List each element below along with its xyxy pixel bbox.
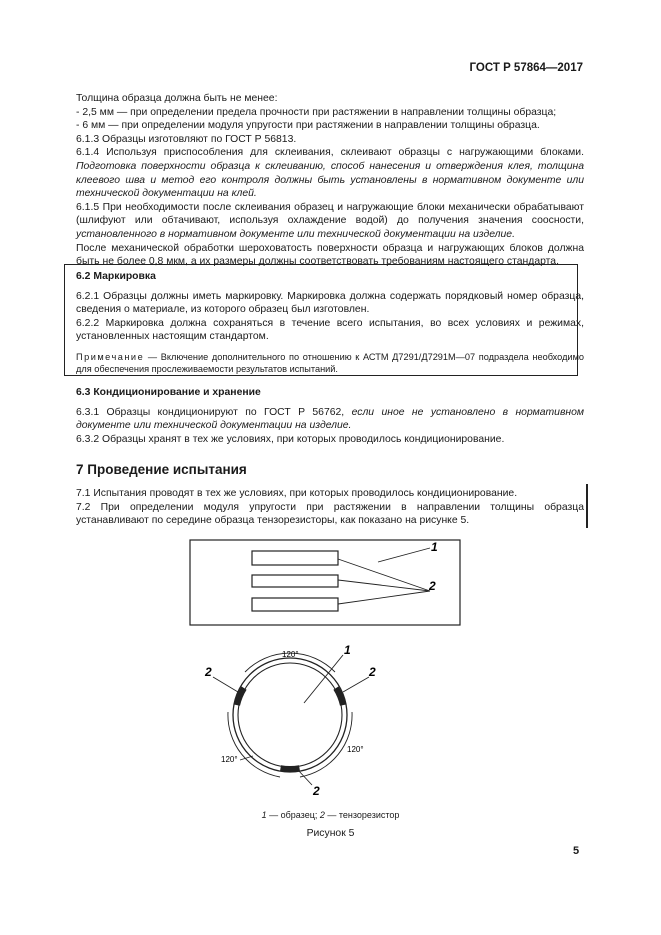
specimen-ring-inner	[238, 663, 342, 767]
gauge-rect	[252, 575, 338, 587]
specimen-rect	[190, 540, 460, 625]
list-item: - 2,5 мм — при определении предела прочности при растяжении в направлении толщины образца;	[76, 106, 557, 118]
italic-text: если иное не установлено в нормативном документе или технической документации на изделие.	[76, 406, 584, 432]
document-id: ГОСТ Р 57864—2017	[469, 62, 583, 74]
leader-line	[213, 677, 238, 692]
page-number: 5	[573, 845, 580, 857]
text: 6.1.5 При необходимости после склеивания образец и нагружающие блоки механически обрабатывают (шлифуют или обтачивают, используя охлаждение водой) до получения значения соосности,	[76, 201, 584, 227]
legend-num: 1	[261, 810, 267, 820]
figure-caption: Рисунок 5	[306, 828, 355, 839]
text: 6.1.4 Используя приспособления для склеивания, склеивают образцы с нагружающими блоками.	[76, 147, 584, 159]
leader-line	[338, 591, 430, 604]
para: После механической обработки шероховатость поверхности образца и нагружающих блоков должна быть не более 0,8 мкм, а их размеры должны соответствовать требованиям настоящего стандарта.	[76, 242, 584, 268]
angle-label: 120°	[347, 745, 364, 754]
para: Толщина образца должна быть не менее:	[76, 93, 278, 104]
angle-arc	[228, 712, 280, 777]
gauge-arc	[280, 765, 300, 772]
leader-line	[338, 580, 430, 591]
angle-label: 120°	[221, 755, 238, 764]
section-7-title: 7 Проведение испытания	[76, 462, 247, 477]
leader-line	[378, 548, 430, 562]
gauge-rect	[252, 551, 338, 565]
note-text: — Включение дополнительного по отношению к АСТМ Д7291/Д7291М—07 подраздела необходимо для обеспечения прослеживаемости результатов испытаний.	[76, 351, 584, 375]
para: 6.2.1 Образцы должны иметь маркировку. Маркировка должна содержать порядковый номер образца, сведения о материале, из которого образец был изготовлен.	[76, 290, 584, 316]
para: 7.1 Испытания проводят в тех же условиях, при которых проводилось кондиционирование.	[76, 488, 518, 499]
section-title: 6.2 Маркировка	[76, 271, 156, 282]
label-2: 2	[369, 665, 376, 679]
leader-line	[338, 559, 430, 591]
italic-text: Подготовка поверхности образца к склеиванию, способ нанесения и отверждения клея, толщина клеевого шва и метод его контроля должны быть установлены в нормативном документе или технической документации на клей.	[76, 160, 584, 200]
para: 6.1.3 Образцы изготовляют по ГОСТ Р 56813.	[76, 133, 297, 145]
gauge-rect	[252, 598, 338, 611]
leader-line	[298, 770, 312, 785]
label-1: 1	[344, 643, 351, 657]
specimen-ring-outer	[233, 658, 347, 772]
figure-legend	[0, 810, 661, 820]
italic-text: установленного в нормативном документе или технической документации на изделие.	[76, 228, 515, 240]
section-title: 6.3 Кондиционирование и хранение	[76, 387, 261, 398]
angle-label: 120°	[282, 650, 299, 659]
angle-arc	[300, 712, 352, 777]
leader-line	[343, 677, 369, 692]
para: 6.2.2 Маркировка должна сохраняться в течение всего испытания, во всех условиях и режимах, установленных настоящим стандартом.	[76, 317, 584, 343]
label-2: 2	[313, 784, 320, 798]
label-2: 2	[205, 665, 212, 679]
legend-num: 2	[319, 810, 325, 820]
para: 7.2 При определении модуля упругости при растяжении в направлении толщины образца устанавливают по середине образца тензорезисторы, как показано на рисунке 5.	[76, 501, 584, 527]
legend-text: — образец;	[266, 810, 320, 820]
label-2: 2	[429, 579, 436, 593]
note-label: Примечание	[76, 351, 145, 362]
label-1: 1	[431, 540, 438, 554]
text: 6.3.1 Образцы кондиционируют по ГОСТ Р 56762,	[76, 406, 352, 418]
legend-text: — тензорезистор	[324, 810, 400, 820]
para: 6.3.2 Образцы хранят в тех же условиях, при которых проводилось кондиционирование.	[76, 433, 505, 445]
list-item: - 6 мм — при определении модуля упругости при растяжении в направлении толщины образца.	[76, 120, 540, 132]
